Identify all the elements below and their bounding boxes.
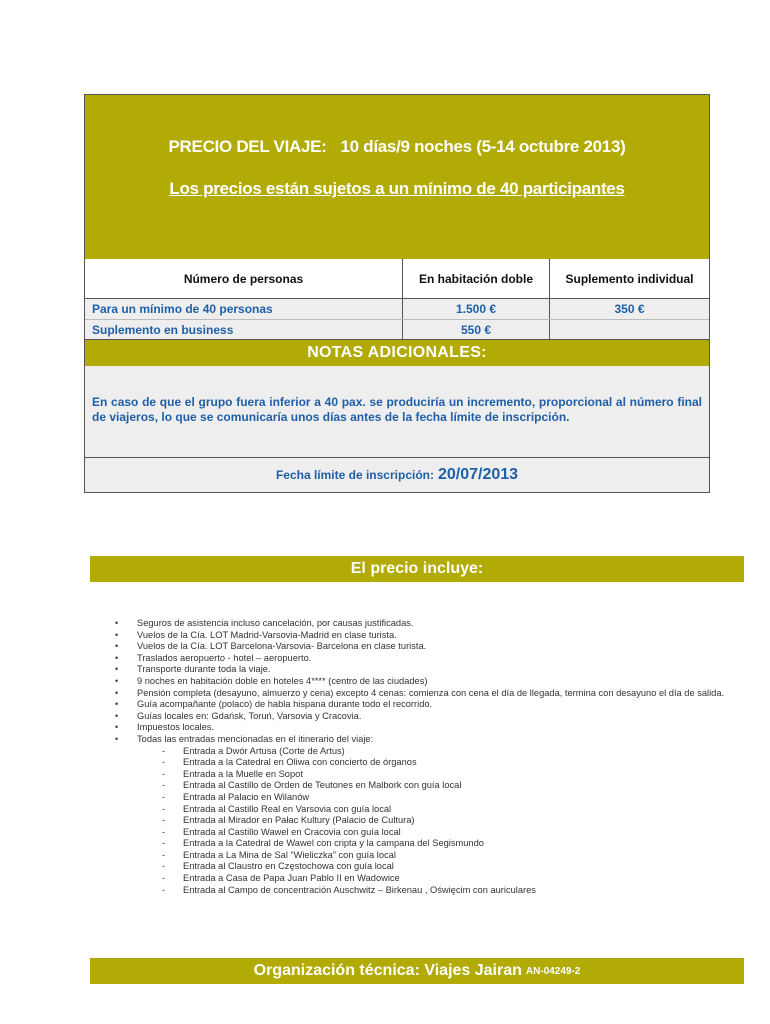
list-item: • Seguros de asistencia incluso cancelación, por causas justificadas. <box>115 618 745 630</box>
table-cell <box>550 320 709 339</box>
includes-list <box>115 618 745 896</box>
table-cell: 1.500 € <box>403 299 550 319</box>
deadline <box>85 458 709 492</box>
price-box <box>84 94 710 493</box>
list-item: • Vuelos de la Cía. LOT Barcelona-Varsovia- Barcelona en clase turista. <box>115 641 745 653</box>
sub-list-item: - Entrada a La Mina de Sal “Wieliczka” con guía local <box>115 850 745 862</box>
sub-list-item: - Entrada a la Catedral de Wawel con cripta y la campana del Segismundo <box>115 838 745 850</box>
list-item: • Guía acompañante (polaco) de habla hispana durante todo el recorrido. <box>115 699 745 711</box>
organization-title <box>90 958 744 984</box>
price-title <box>85 137 709 157</box>
table-row <box>85 299 709 320</box>
price-header <box>85 95 709 260</box>
notes-title: NOTAS ADICIONALES: <box>85 340 709 367</box>
sub-list-item: - Entrada a la Muelle en Sopot <box>115 769 745 781</box>
sub-list-item: - Entrada al Castillo Wawel en Cracovia con guía local <box>115 827 745 839</box>
table-cell: Para un mínimo de 40 personas <box>85 299 403 319</box>
price-subtitle: Los precios están sujetos a un mínimo de 40 participantes <box>169 179 625 198</box>
list-item: • Transporte durante toda la viaje. <box>115 664 745 676</box>
sub-list-item: - Entrada al Castillo de Orden de Teutones en Malbork con guía local <box>115 780 745 792</box>
deadline-label: Fecha límite de inscripción: <box>275 468 434 482</box>
includes-title: El precio incluye: <box>90 556 744 582</box>
sub-list-item: - Entrada a Casa de Papa Juan Pablo II en Wadowice <box>115 873 745 885</box>
list-item: • Guías locales en: Gdańsk, Toruń, Varsovia y Cracovia. <box>115 711 745 723</box>
table-row <box>85 320 709 340</box>
table-cell: Suplemento en business <box>85 320 403 339</box>
sub-list-item: - Entrada al Palacio en Wilanów <box>115 792 745 804</box>
table-header-cell: Número de personas <box>85 259 403 298</box>
price-title-label: PRECIO DEL VIAJE: <box>168 137 327 156</box>
organization-name: Organización técnica: Viajes Jairan <box>253 962 522 979</box>
table-header-cell: En habitación doble <box>403 259 550 298</box>
list-item: • Pensión completa (desayuno, almuerzo y cena) excepto 4 cenas: comienza con cena el día de llegada, termina con desayuno el día de salida. <box>115 688 745 700</box>
sub-list-item: - Entrada al Castillo Real en Varsovia con guía local <box>115 804 745 816</box>
table-cell: 550 € <box>403 320 550 339</box>
sub-list-item: - Entrada al Claustro en Częstochowa con guía local <box>115 861 745 873</box>
organization-code: AN-04249-2 <box>525 965 581 977</box>
table-header-row <box>85 259 709 299</box>
notes-text: En caso de que el grupo fuera inferior a 40 pax. se produciría un incremento, proporcional al número final de viajeros, lo que se comunicaría unos días antes de la fecha límite de inscripción. <box>85 366 709 458</box>
deadline-value: 20/07/2013 <box>437 466 519 483</box>
list-item: • Todas las entradas mencionadas en el itinerario del viaje: <box>115 734 745 746</box>
list-item: • Traslados aeropuerto - hotel – aeropuerto. <box>115 653 745 665</box>
price-title-value: 10 días/9 noches (5-14 octubre 2013) <box>340 137 626 156</box>
sub-list-item: - Entrada a la Catedral en Oliwa con concierto de órganos <box>115 757 745 769</box>
list-item: • Impuestos locales. <box>115 722 745 734</box>
table-cell: 350 € <box>614 302 645 316</box>
sub-list-item: - Entrada al Mirador en Pałac Kultury (Palacio de Cultura) <box>115 815 745 827</box>
list-item: • 9 noches en habitación doble en hoteles 4**** (centro de las ciudades) <box>115 676 745 688</box>
sub-list-item: - Entrada a Dwór Artusa (Corte de Artus) <box>115 746 745 758</box>
sub-list-item: - Entrada al Campo de concentración Auschwitz – Birkenau , Oświęcim con auriculares <box>115 885 745 897</box>
table-header-cell: Suplemento individual <box>565 271 694 286</box>
list-item: • Vuelos de la Cía. LOT Madrid-Varsovia-Madrid en clase turista. <box>115 630 745 642</box>
